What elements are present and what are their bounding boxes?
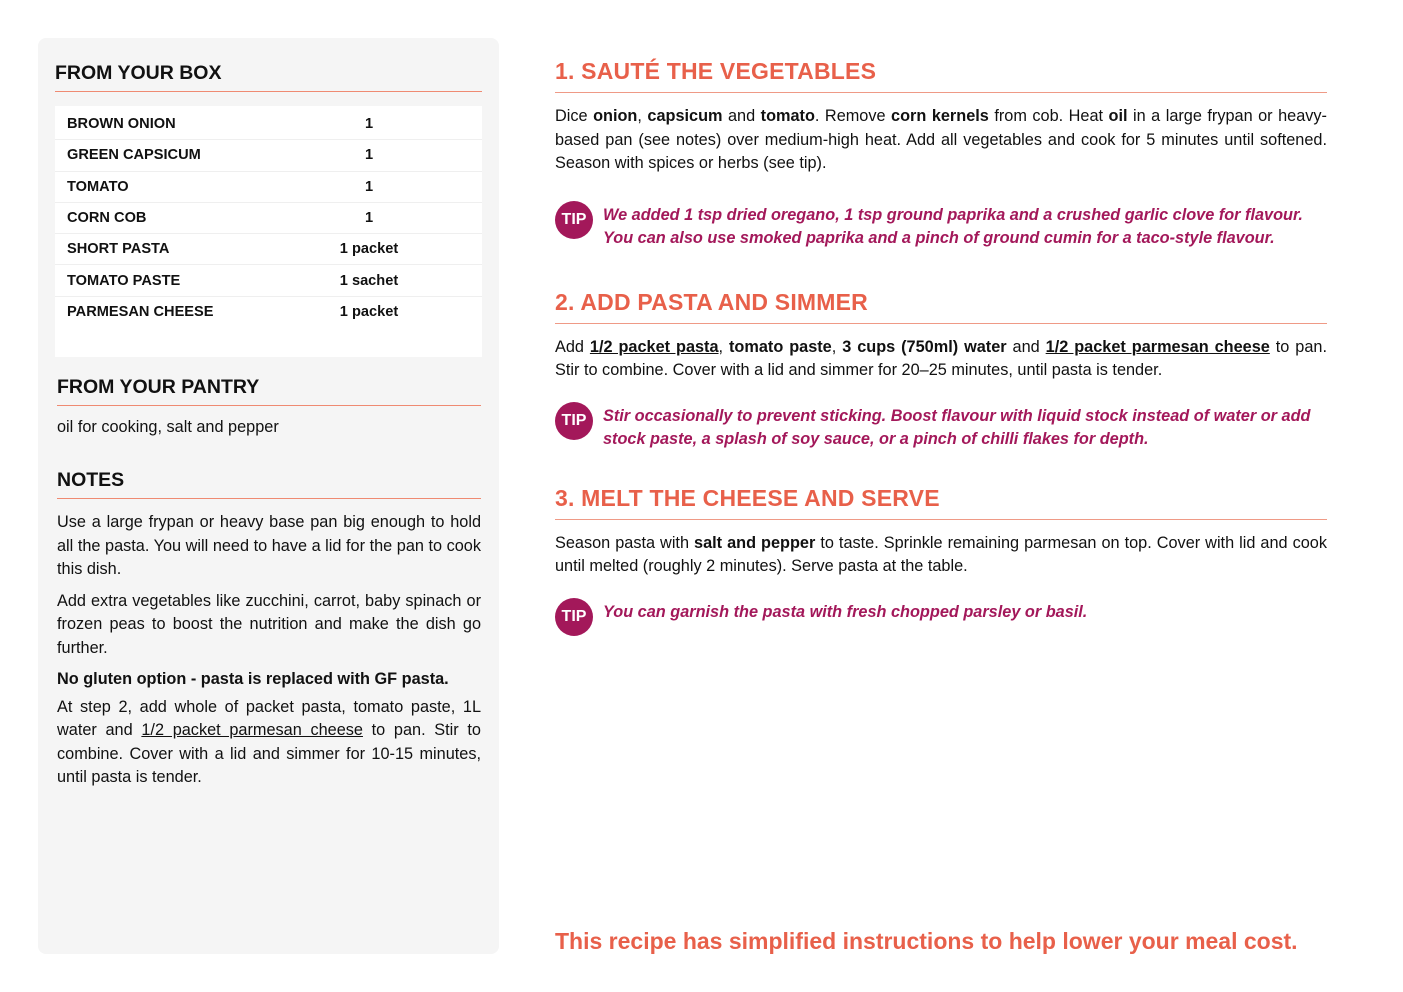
tip-box xyxy=(555,601,1327,636)
ingredient-name: TOMATO PASTE xyxy=(67,272,181,289)
box-ingredients-table xyxy=(55,106,482,357)
method-column xyxy=(555,58,1327,636)
gf-underlined-text: 1/2 packet parmesan cheese xyxy=(141,721,363,739)
ingredient-bold: onion xyxy=(593,107,638,125)
text: from cob. Heat xyxy=(988,107,1109,125)
gf-text: to pan. Stir to combine. Cover with a lid and simmer for 10-15 minutes, until pasta is tender. xyxy=(57,721,481,786)
ingredient-name: BROWN ONION xyxy=(67,116,176,133)
text: to pan. Stir to combine. Cover with a lid and simmer for 20–25 minutes, until pasta is tender. xyxy=(555,337,1327,379)
sidebar-panel xyxy=(38,38,499,954)
step-title: 2. ADD PASTA AND SIMMER xyxy=(555,289,1327,324)
ingredient-bold: oil xyxy=(1108,107,1128,125)
step-instructions xyxy=(555,105,1327,176)
tip-badge-icon: TIP xyxy=(555,201,593,239)
table-row xyxy=(55,203,482,234)
ingredient-bold: salt and pepper xyxy=(694,533,816,552)
text: to taste. Sprinkle remaining parmesan on top. Cover with lid and cook until melted (roughly 2 minutes). Serve pasta at the table. xyxy=(555,533,1327,575)
tip-badge-icon: TIP xyxy=(555,402,593,440)
table-row xyxy=(55,234,482,265)
ingredient-qty: 1 sachet xyxy=(339,272,399,289)
ingredient-qty: 1 packet xyxy=(339,304,399,321)
step-2 xyxy=(555,289,1327,452)
tip-text: You can garnish the pasta with fresh chopped parsley or basil. xyxy=(603,602,1088,621)
gf-text: At step 2, add whole of packet pasta, tomato paste, 1L water and xyxy=(57,697,481,739)
step-instructions xyxy=(555,336,1327,383)
ingredient-name: CORN COB xyxy=(67,210,147,227)
gluten-free-paragraph xyxy=(57,696,481,790)
text: in a large frypan or heavy-based pan (see notes) over medium-high heat. Add all vegetables and cook for 5 minutes until softened. Season with spices or herbs (see tip). xyxy=(555,107,1327,172)
ingredient-name: GREEN CAPSICUM xyxy=(67,147,201,164)
gluten-free-heading: No gluten option - pasta is replaced with GF pasta. xyxy=(57,670,449,688)
table-row xyxy=(55,265,482,296)
ingredient-name: PARMESAN CHEESE xyxy=(67,304,214,321)
step-3 xyxy=(555,485,1327,636)
text: Season pasta with xyxy=(555,533,695,552)
tip-text: Stir occasionally to prevent sticking. Boost flavour with liquid stock instead of water or add stock paste, a splash of soy sauce, or a pinch of chilli flakes for depth. xyxy=(603,406,1311,448)
tip-box xyxy=(555,204,1327,251)
text: , xyxy=(637,107,648,125)
text: , xyxy=(831,337,843,356)
pantry-section xyxy=(57,376,481,440)
tip-badge-icon: TIP xyxy=(555,598,593,636)
ingredient-underlined: 1/2 packet pasta xyxy=(589,337,719,356)
step-instructions xyxy=(555,532,1327,579)
ingredient-qty: 1 packet xyxy=(339,241,399,258)
notes-paragraph: Use a large frypan or heavy base pan big enough to hold all the pasta. You will need to have a lid for the pan to cook this dish. xyxy=(57,513,481,578)
ingredient-qty: 1 xyxy=(364,116,374,133)
ingredient-name: SHORT PASTA xyxy=(67,241,170,258)
text: and xyxy=(722,107,761,125)
footer-note: This recipe has simplified instructions to help lower your meal cost. xyxy=(555,928,1298,954)
text: Add xyxy=(555,337,590,356)
text: . Remove xyxy=(814,107,892,125)
table-row xyxy=(55,172,482,203)
text: and xyxy=(1006,337,1046,356)
table-row xyxy=(55,109,482,140)
pantry-text: oil for cooking, salt and pepper xyxy=(57,418,279,436)
ingredient-qty: 1 xyxy=(364,178,374,195)
step-title: 1. SAUTÉ THE VEGETABLES xyxy=(555,58,1327,93)
tip-text: We added 1 tsp dried oregano, 1 tsp ground paprika and a crushed garlic clove for flavour. You can also use smoked paprika and a pinch of ground cumin for a taco-style flavour. xyxy=(603,205,1303,247)
ingredient-bold: capsicum xyxy=(647,107,723,125)
box-title: FROM YOUR BOX xyxy=(55,62,482,92)
table-row xyxy=(55,140,482,171)
text: , xyxy=(718,337,729,356)
ingredient-bold: 3 cups (750ml) water xyxy=(842,337,1007,356)
pantry-title: FROM YOUR PANTRY xyxy=(57,376,481,406)
tip-box xyxy=(555,405,1327,452)
ingredient-qty: 1 xyxy=(364,147,374,164)
ingredient-underlined: 1/2 packet parmesan cheese xyxy=(1045,337,1270,356)
notes-section xyxy=(57,469,481,790)
text: Dice xyxy=(555,107,594,125)
ingredient-qty: 1 xyxy=(364,210,374,227)
table-row xyxy=(55,297,482,328)
ingredient-bold: tomato xyxy=(760,107,815,125)
ingredient-name: TOMATO xyxy=(67,178,129,195)
notes-paragraph: Add extra vegetables like zucchini, carrot, baby spinach or frozen peas to boost the nutrition and make the dish go further. xyxy=(57,591,481,657)
box-section xyxy=(55,62,482,357)
step-1 xyxy=(555,58,1327,251)
step-title: 3. MELT THE CHEESE AND SERVE xyxy=(555,485,1327,520)
ingredient-bold: tomato paste xyxy=(729,337,832,356)
notes-title: NOTES xyxy=(57,469,481,499)
ingredient-bold: corn kernels xyxy=(891,107,989,125)
